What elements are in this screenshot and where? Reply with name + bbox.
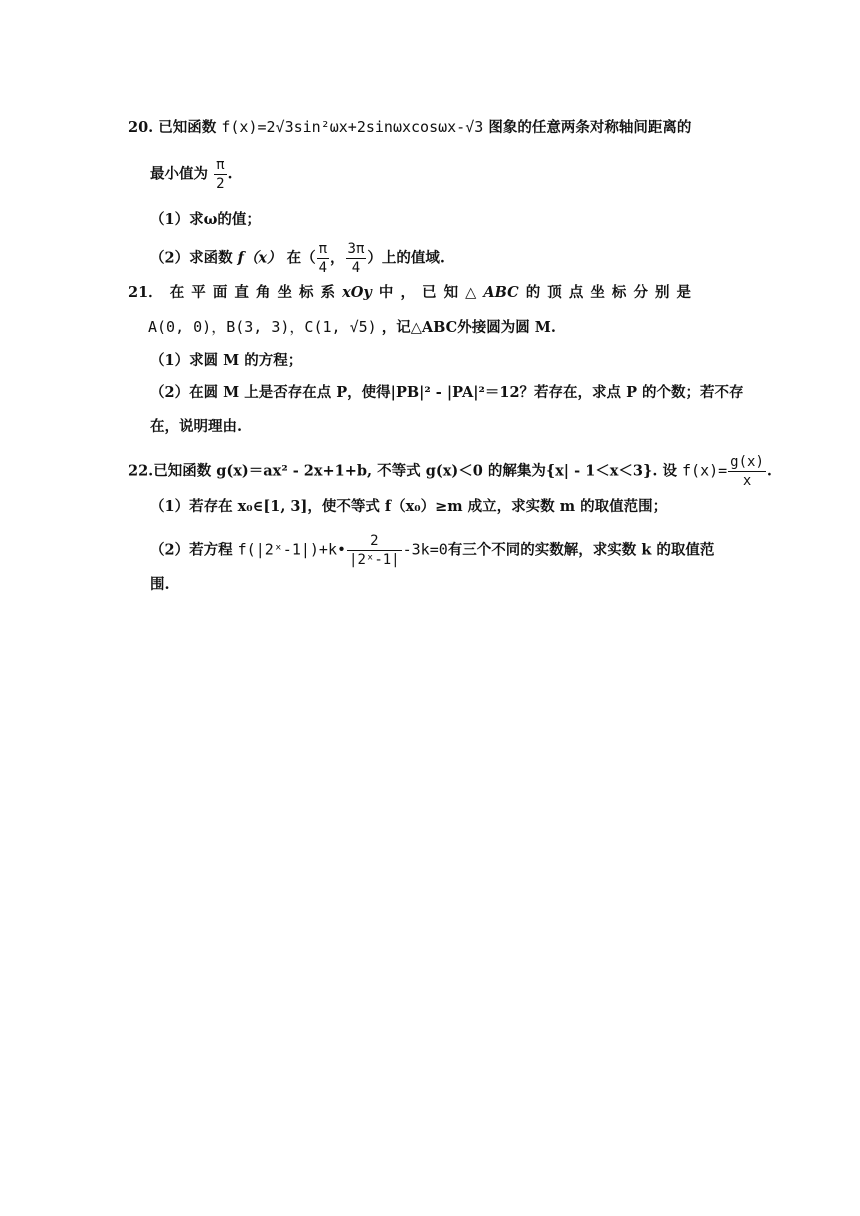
q22-part2	[150, 534, 714, 567]
q21-line2	[148, 320, 556, 336]
q21-xoy: xOy	[342, 284, 372, 301]
q20-part2-sep: ，	[330, 249, 345, 267]
q22-equation-b: -3k=0	[402, 540, 448, 559]
q20-tail: 图象的任意两条对称轴间距离的	[488, 119, 692, 136]
q22-f-fraction	[728, 455, 766, 488]
q22-part1: （1）若存在 x₀∈[1, 3]，使不等式 f（x₀）≥m 成立，求实数 m 的取值范围；	[150, 498, 668, 515]
q20-line2-lead: 最小值为	[150, 165, 208, 183]
fraction-numerator: 2	[347, 534, 402, 551]
q22-f-lead: f(x)=	[682, 461, 728, 480]
q22-part2-lead: （2）若方程	[150, 541, 233, 559]
fraction-denominator: 2	[216, 176, 225, 192]
q22-equation-fraction	[347, 534, 402, 567]
q21-part2-line2: 在，说明理由.	[150, 418, 243, 435]
q22-equation-a: f(|2ˣ-1|)+k•	[237, 540, 347, 559]
q20-interval-right	[346, 242, 367, 275]
fraction-denominator: x	[742, 473, 752, 489]
q21-stem1: 在 平 面 直 角 坐 标 系	[169, 284, 336, 301]
q20-part2-in: 在（	[286, 249, 316, 267]
q20-part2-lead: （2）求函数	[150, 249, 233, 267]
fraction-denominator: 4	[351, 260, 361, 276]
q21-line1	[128, 286, 691, 301]
q20-part1: （1）求ω的值；	[150, 211, 261, 228]
q21-stem2-tail: ，记△ABC外接圆为圆 M.	[381, 319, 556, 336]
q20-line2	[150, 158, 233, 191]
q21-part2-line1: （2）在圆 M 上是否存在点 P，使得|PB|² - |PA|²＝12？若存在，求点 P 的个数；若不存	[150, 384, 744, 401]
q21-part1: （1）求圆 M 的方程；	[150, 352, 303, 369]
fraction-numerator: 3π	[347, 241, 365, 257]
q21-number: 21．	[128, 284, 163, 301]
q21-stem1c: 的 顶 点 坐 标 分 别 是	[525, 284, 692, 301]
q20-function: f(x)=2√3sin²ωx+2sinωxcosωx-√3	[221, 118, 484, 136]
q22-stem: 已知函数 g(x)＝ax² - 2x+1+b, 不等式 g(x)＜0 的解集为{x| - 1＜x＜3}. 设	[153, 462, 677, 480]
q21-stem1b: 中 ， 已 知 △	[378, 284, 477, 301]
q20-line2-end: .	[227, 165, 233, 183]
q21-abc: ABC	[483, 284, 519, 301]
fraction-numerator: π	[216, 157, 225, 173]
q20-interval-left	[317, 242, 329, 275]
q20-min-fraction	[214, 158, 226, 191]
q22-number: 22.	[128, 462, 154, 480]
fraction-denominator: |2ˣ-1|	[349, 552, 400, 568]
q22-f-end: .	[766, 462, 772, 480]
q21-points: A(0, 0)，B(3, 3)，C(1, √5)	[148, 318, 377, 336]
q22-line1	[128, 455, 772, 488]
q20-number: 20.	[128, 119, 154, 136]
q20-line1	[128, 120, 691, 136]
q20-part2-fx: f（x）	[237, 249, 282, 267]
q20-part2-tail: ）上的值域.	[367, 249, 445, 267]
fraction-denominator: 4	[318, 260, 328, 276]
q22-part2-end: 围.	[150, 576, 170, 593]
fraction-numerator: π	[318, 241, 328, 257]
q20-part2	[150, 242, 445, 275]
q20-lead: 已知函数	[158, 119, 217, 136]
q22-part2-tail: 有三个不同的实数解，求实数 k 的取值范	[447, 541, 715, 559]
fraction-numerator: g(x)	[730, 454, 764, 470]
